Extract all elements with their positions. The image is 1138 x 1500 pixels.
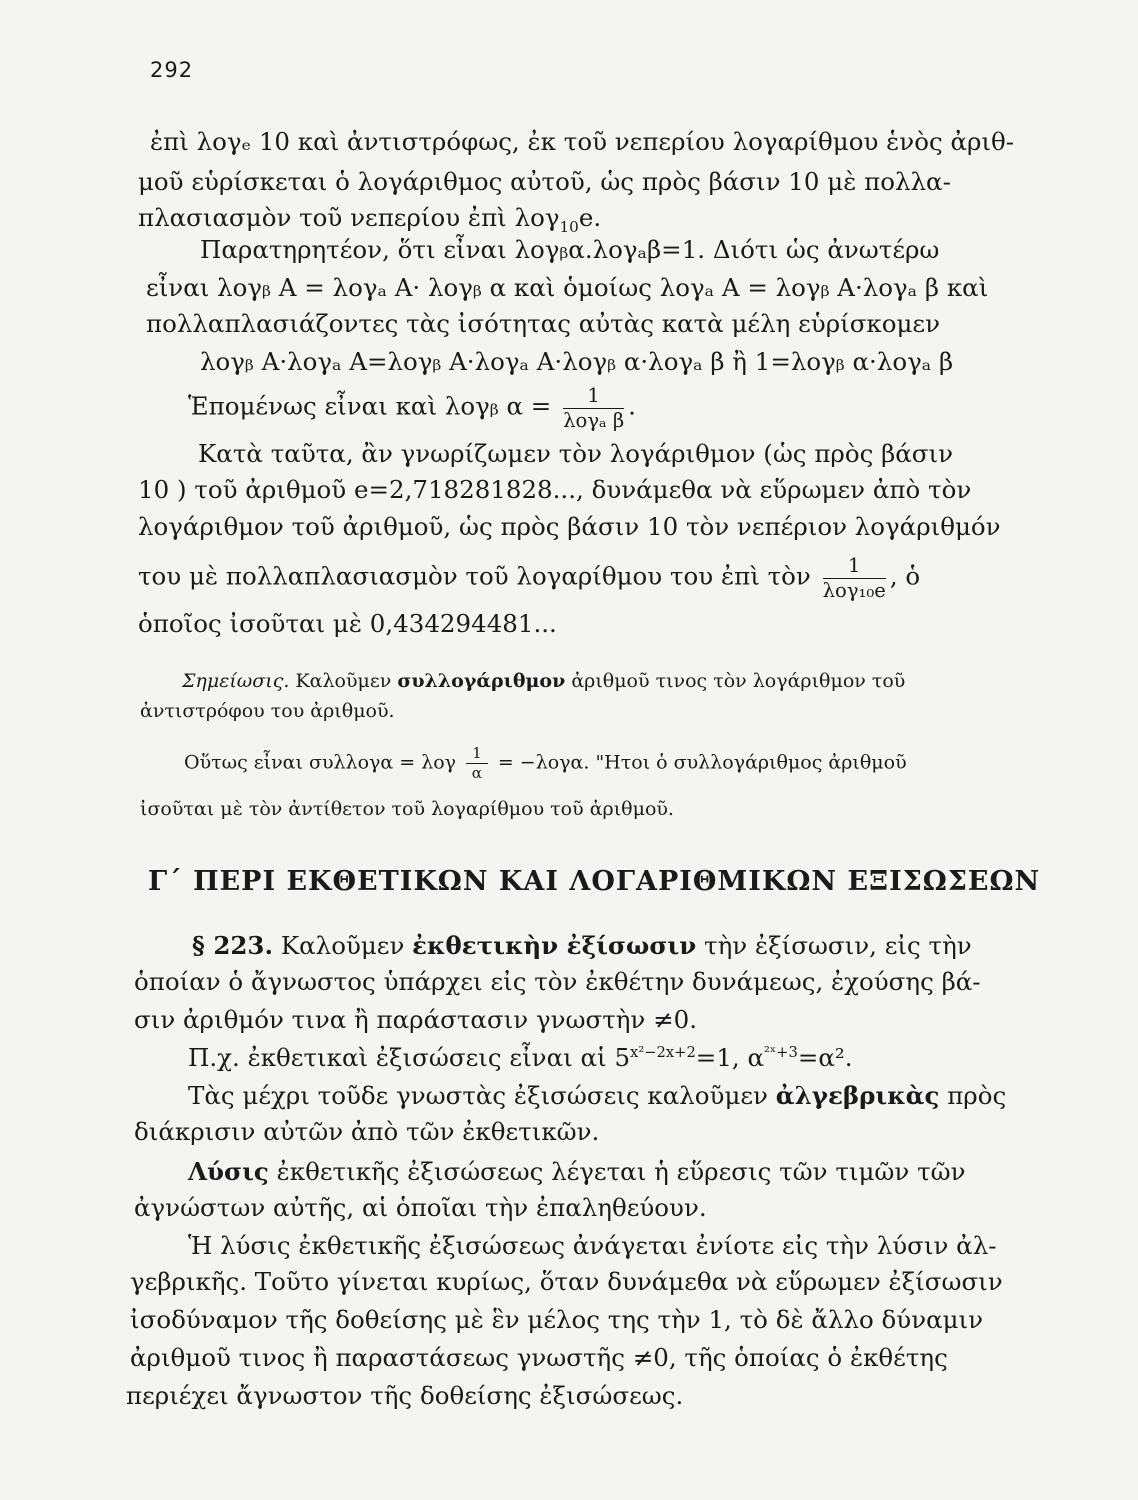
section-heading: Γ΄ ΠΕΡΙ ΕΚΘΕΤΙΚΩΝ ΚΑΙ ΛΟΓΑΡΙΘΜΙΚΩΝ ΕΞΙΣΩΣΕΩΝ [148,866,1041,897]
fraction-denominator: λογₐ β [563,408,625,432]
text-line: εἶναι λογᵦ A = λογₐ A· λογᵦ α καὶ ὁμοίως λογₐ A = λογᵦ A·λογₐ β καὶ [146,273,989,302]
note-label: Σημείωσις. [182,670,290,692]
text-line: Ἡ λύσις ἐκθετικῆς ἐξισώσεως ἀνάγεται ἐνίοτε εἰς τὴν λύσιν ἀλ- [188,1231,997,1260]
subscript: 10 [559,217,579,236]
text-fragment: = −λογα. "Ητοι ὁ συλλογάριθμος ἀριθμοῦ [497,751,907,774]
fraction-denominator: α [471,764,483,783]
text-line: ὁποίαν ὁ ἄγνωστος ὑπάρχει εἰς τὸν ἐκθέτην δυνάμεως, ἐχούσης βά- [134,967,981,996]
text-line: διάκρισιν αὐτῶν ἀπὸ τῶν ἐκθετικῶν. [134,1117,600,1146]
note-line: ἰσοῦται μὲ τὸν ἀντίθετον τοῦ λογαρίθμου τοῦ ἀριθμοῦ. [140,798,674,820]
text-line: περιέχει ἄγνωστον τῆς δοθείσης ἐξισώσεως. [126,1381,684,1410]
text-fragment: Ἑπομένως εἶναι καὶ λογᵦ α = [188,391,552,421]
fraction [466,746,488,781]
text-fragment: Οὕτως εἶναι συλλογα = λογ [184,751,457,774]
text-fragment: του μὲ πολλαπλασιασμὸν τοῦ λογαρίθμου του ἐπὶ τὸν [138,561,811,591]
exponent: x²−2x+2 [630,1044,696,1061]
text-line: λογάριθμον τοῦ ἀριθμοῦ, ὡς πρὸς βάσιν 10 τὸν νεπέριον λογάριθμόν [138,512,1001,541]
fraction [823,556,886,600]
text-line: ἐπὶ λογₑ 10 καὶ ἀντιστρόφως, ἐκ τοῦ νεπερίου λογαρίθμου ἑνὸς ἀριθ- [150,127,1015,156]
text-fragment: . [628,391,636,421]
term: Λύσις [188,1157,269,1186]
text-fragment: , ὁ [889,561,921,591]
fraction-denominator: λογ₁₀e [822,578,886,602]
text-fragment: =α². [797,1043,853,1073]
note-line [182,672,905,691]
fraction-numerator: 1 [563,386,624,409]
text-fragment: πλασιασμὸν τοῦ νεπερίου ἐπὶ λογ [138,203,560,232]
text-line [192,931,972,960]
text-line: μοῦ εὑρίσκεται ὁ λογάριθμος αὐτοῦ, ὡς πρὸς βάσιν 10 μὲ πολλα- [138,167,951,196]
text-fragment: πρὸς [947,1081,1007,1110]
paragraph-number: § 223. [192,931,274,960]
term: ἀλγεβρικὰς [775,1081,940,1110]
fraction [563,386,624,430]
text-line: ἀριθμοῦ τινος ἢ παραστάσεως γνωστῆς ≠0, τῆς ὁποίας ὁ ἐκθέτης [130,1343,948,1372]
text-fragment: e. [578,203,602,232]
text-line: 10 ) τοῦ ἀριθμοῦ e=2,718281828..., δυνάμεθα νὰ εὕρωμεν ἀπὸ τὸν [138,475,972,504]
text-line: Παρατηρητέον, ὅτι εἶναι λογᵦα.λογₐβ=1. Διότι ὡς ἀνωτέρω [200,235,940,264]
text-fragment: ἀριθμοῦ τινος τὸν λογάριθμον τοῦ [571,670,906,692]
page-number: 292 [150,58,194,82]
text-line [138,556,920,600]
text-line: ἀγνώστων αὐτῆς, αἱ ὁποῖαι τὴν ἐπαληθεύουν. [134,1193,707,1222]
fraction-numerator: 1 [823,556,886,579]
text-fragment: Καλοῦμεν [295,670,392,692]
text-line [188,1043,853,1073]
text-fragment: =1, α [695,1043,765,1073]
text-line: σιν ἀριθμόν τινα ἢ παράστασιν γνωστὴν ≠0. [134,1005,698,1034]
text-line: γεβρικῆς. Τοῦτο γίνεται κυρίως, ὅταν δυνάμεθα νὰ εὕρωμεν ἐξίσωσιν [130,1267,1003,1296]
text-fragment: Τὰς μέχρι τοῦδε γνωστὰς ἐξισώσεις καλοῦμεν [188,1081,768,1110]
text-line: Κατὰ ταῦτα, ἂν γνωρίζωμεν τὸν λογάριθμον (ὡς πρὸς βάσιν [198,439,954,468]
term: ἐκθετικὴν ἐξίσωσιν [412,931,697,960]
text-fragment: Καλοῦμεν [280,931,405,960]
text-line [138,203,602,236]
exponent: ²ˣ+3 [764,1044,798,1061]
text-line: ὁποῖος ἰσοῦται μὲ 0,434294481... [138,609,557,638]
text-line: λογᵦ A·λογₐ A=λογᵦ A·λογₐ A·λογᵦ α·λογₐ β ἢ 1=λογᵦ α·λογₐ β [200,347,954,376]
text-line [188,386,636,430]
text-line: πολλαπλασιάζοντες τὰς ἰσότητας αὐτὰς κατὰ μέλη εὑρίσκομεν [146,309,941,338]
note-line [184,746,907,781]
text-fragment: Π.χ. ἐκθετικαὶ ἐξισώσεις εἶναι αἱ 5 [188,1043,631,1073]
text-line [188,1157,966,1186]
term: συλλογάριθμον [397,670,566,692]
fraction-numerator: 1 [466,746,488,764]
text-fragment: ἐκθετικῆς ἐξισώσεως λέγεται ἡ εὕρεσις τῶν τιμῶν τῶν [276,1157,966,1186]
text-line: ἰσοδύναμον τῆς δοθείσης μὲ ἓν μέλος της τὴν 1, τὸ δὲ ἄλλο δύναμιν [130,1305,984,1334]
text-line [188,1081,1007,1110]
text-fragment: τὴν ἐξίσωσιν, εἰς τὴν [704,931,972,960]
note-line: ἀντιστρόφου του ἀριθμοῦ. [140,700,395,722]
